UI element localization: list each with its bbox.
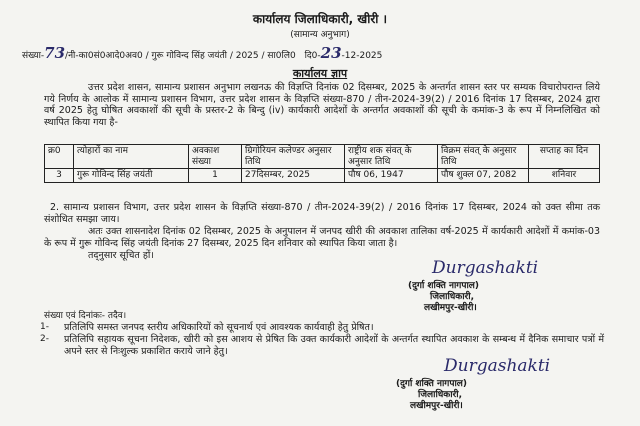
paragraph-4: तद्नुसार सूचित हों। — [88, 250, 154, 261]
table-cell: 3 — [45, 169, 74, 183]
table-header: क्र0 — [45, 145, 74, 169]
copy-item-number: 1- — [40, 322, 49, 332]
holiday-table — [44, 144, 600, 183]
copy-item-number: 2- — [40, 334, 49, 344]
table-header-row — [45, 145, 600, 169]
signature-handwritten: Durgashakti — [432, 258, 539, 278]
table-cell: पौष शुक्ल 07, 2082 — [438, 169, 529, 183]
reference-date — [304, 44, 383, 62]
section-name: (सामान्य अनुभाग) — [290, 30, 350, 40]
table-row — [45, 169, 600, 183]
copy-item-2: प्रतिलिपि सहायक सूचना निदेशक, खीरी को इस आशय से प्रेषित कि उक्त कार्यकारी आदेशों के अन्तर्गत स्थापित अवकाश के सम्बन्ध में दैनिक समाचार पत्रों में अपने स्तर से निःशुल्क प्रकाशित कराये जाने हेतु। — [64, 334, 604, 357]
table-cell: गुरू गोविन्द सिंह जयंती — [74, 169, 189, 183]
reference-date-prefix: दि0- — [304, 51, 321, 61]
notice-title: कार्यालय ज्ञाप — [292, 67, 348, 80]
table-cell: 1 — [189, 169, 242, 183]
table-header: त्योहारों का नाम — [74, 145, 189, 169]
table-cell: शनिवार — [529, 169, 600, 183]
table-cell: पौष 06, 1947 — [345, 169, 438, 183]
signatory-designation: जिलाधिकारी, — [418, 390, 462, 400]
reference-date-day: 23 — [320, 44, 342, 62]
reference-label: संख्या- — [22, 51, 45, 61]
copy-item-1: प्रतिलिपि समस्त जनपद स्तरीय अधिकारियों को सूचनार्थ एवं आवश्यक कार्यवाही हेतु प्रेषित। — [64, 322, 374, 333]
signatory-place: लखीमपुर-खीरी। — [410, 401, 463, 411]
table-cell: 27दिसम्बर, 2025 — [242, 169, 345, 183]
reference-code: /नी-का0सं0आदे0अव0 / गुरू गोविन्द सिंह जयंती / 2025 / सा0लि0 — [65, 51, 296, 61]
paragraph-1: उत्तर प्रदेश शासन, सामान्य प्रशासन अनुभाग लखनऊ की विज्ञप्ति दिनांक 02 दिसम्बर, 2025 के अन्तर्गत शासन स्तर पर सम्यक विचारोपरान्त लिये गये निर्णय के आलोक में सामान्य प्रशासन विभाग, उत्तर प्रदेश शासन के विज्ञप्ति संख्या-870 / तीन-2024-39(2) / 2016 दिनांक 17 दिसम्बर, 2024 द्वारा वर्ष 2025 हेतु घोषित अवकाशों की सूची के प्रस्तर-2 के बिन्दु (iv) कार्यकारी आदेशों के अन्तर्गत अवकाशों की सूची के कमांक-3 के रूप में निम्नलिखित को स्थापित किया गया है- — [44, 82, 600, 128]
table-header: अवकाश संख्या — [189, 145, 242, 169]
paragraph-3: अतः उक्त शासनादेश दिनांक 02 दिसम्बर, 2025 के अनुपालन में जनपद खीरी की अवकाश तालिका वर्ष-2025 में कार्यकारी आदेशों में कमांक-03 के रूप में गुरू गोविन्द सिंह जयंती दिनांक 27 दिसम्बर, 2025 दिन शनिवार को स्थापित किया जाता है। — [44, 226, 600, 249]
signature-handwritten: Durgashakti — [444, 356, 551, 376]
table-header: ग्रिगोरियन कलेण्डर अनुसार तिथि — [242, 145, 345, 169]
signatory-name: (दुर्गा शक्ति नागपाल) — [396, 379, 468, 389]
signatory-name: (दुर्गा शक्ति नागपाल) — [408, 281, 480, 291]
reference-line — [22, 44, 382, 62]
table-header: सप्ताह का दिन — [529, 145, 600, 169]
table-header: राष्ट्रीय शक संवत् के अनुसार तिथि — [345, 145, 438, 169]
office-title: कार्यालय जिलाधिकारी, खीरी । — [252, 12, 388, 26]
paragraph-2: 2. सामान्य प्रशासन विभाग, उत्तर प्रदेश शासन के विज्ञप्ति संख्या-870 / तीन-2024-39(2) / 2016 दिनांक 17 दिसम्बर, 2024 को उक्त सीमा तक संशोधित समझा जाय। — [44, 202, 600, 225]
signatory-designation: जिलाधिकारी, — [430, 292, 474, 302]
reference-number: 73 — [44, 44, 66, 62]
copy-reference: संख्या एवं दिनांकः- तदैव। — [44, 311, 127, 321]
signatory-place: लखीमपुर-खीरी। — [424, 303, 477, 313]
reference-date-suffix: -12-2025 — [341, 51, 383, 61]
table-header: विक्रम संवत् के अनुसार तिथि — [438, 145, 529, 169]
